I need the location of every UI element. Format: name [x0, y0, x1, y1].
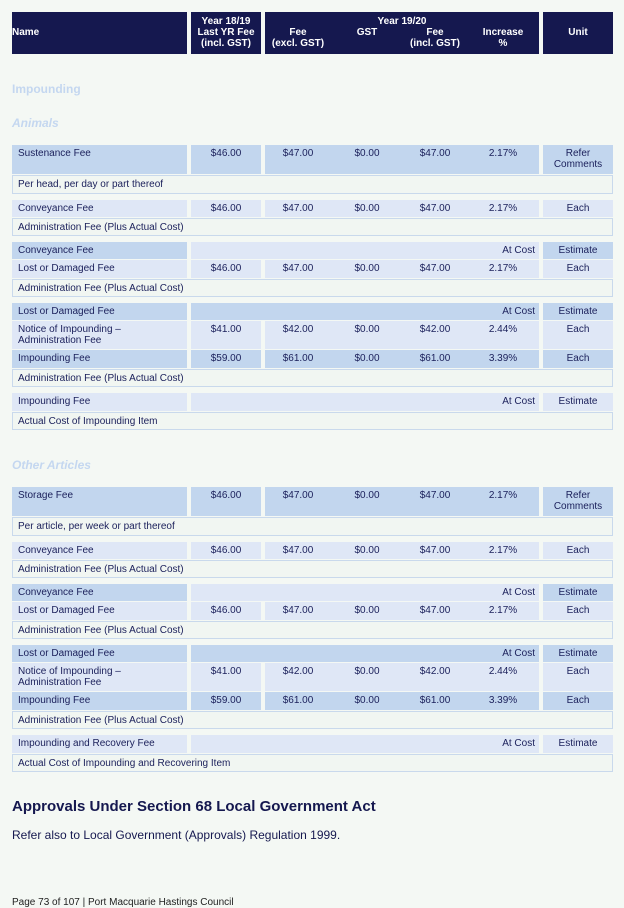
fee-current-block: $47.00 $0.00 $47.00 2.17% — [265, 200, 539, 217]
fee-row-name: Lost or Damaged Fee — [12, 602, 187, 620]
fee-unit: Each — [543, 260, 613, 278]
fee-unit: Each — [543, 350, 613, 368]
fee-current-block: $42.00 $0.00 $42.00 2.44% — [265, 321, 539, 349]
fee-row-name: Conveyance Fee — [12, 542, 187, 559]
fee-row-comment: Actual Cost of Impounding and Recovering Item — [12, 754, 613, 772]
fee-row-name: Impounding and Recovery Fee — [12, 735, 187, 753]
fee-row-name: Notice of Impounding – Administration Fee — [12, 663, 187, 691]
fee-current-block: $61.00 $0.00 $61.00 3.39% — [265, 692, 539, 710]
fee-at-cost-block: At Cost — [191, 393, 539, 411]
fee-unit: Each — [543, 692, 613, 710]
approvals-text: Refer also to Local Government (Approvals) Regulation 1999. — [12, 828, 341, 842]
fee-unit: Estimate — [543, 735, 613, 753]
fee-row-comment: Administration Fee (Plus Actual Cost) — [12, 369, 613, 387]
fee-unit: Refer Comments — [543, 487, 613, 516]
fee-at-cost-block: At Cost — [191, 645, 539, 662]
section-title-impounding: Impounding — [12, 82, 81, 96]
fee-row-name: Notice of Impounding – Administration Fee — [12, 321, 187, 349]
fee-unit: Estimate — [543, 242, 613, 259]
fee-row-comment: Per article, per week or part thereof — [12, 517, 613, 536]
fee-current-block: $47.00 $0.00 $47.00 2.17% — [265, 145, 539, 174]
fee-row-name: Impounding Fee — [12, 692, 187, 710]
fee-unit: Estimate — [543, 393, 613, 411]
column-header-unit: Unit — [543, 12, 613, 54]
column-header-prev-year: Year 18/19 Last YR Fee (incl. GST) — [191, 12, 261, 54]
fee-prev: $46.00 — [191, 487, 261, 516]
fee-unit: Estimate — [543, 584, 613, 601]
fee-prev: $41.00 — [191, 321, 261, 349]
subsection-title-other-articles: Other Articles — [12, 458, 91, 472]
fee-at-cost-block: At Cost — [191, 584, 539, 601]
fee-row-comment: Administration Fee (Plus Actual Cost) — [12, 621, 613, 639]
fee-prev: $59.00 — [191, 692, 261, 710]
column-header-current-year: Year 19/20 Fee (excl. GST) GST Fee (incl. GST) Increase % — [265, 12, 539, 54]
fee-current-block: $47.00 $0.00 $47.00 2.17% — [265, 260, 539, 278]
fee-current-block: $47.00 $0.00 $47.00 2.17% — [265, 542, 539, 559]
page-footer: Page 73 of 107 | Port Macquarie Hastings Council — [12, 897, 234, 908]
fee-prev: $46.00 — [191, 200, 261, 217]
fee-unit: Refer Comments — [543, 145, 613, 174]
fee-row-name: Lost or Damaged Fee — [12, 303, 187, 320]
fee-current-block: $47.00 $0.00 $47.00 2.17% — [265, 487, 539, 516]
header-name-label: Name — [12, 27, 40, 38]
fee-prev: $59.00 — [191, 350, 261, 368]
fee-row-comment: Administration Fee (Plus Actual Cost) — [12, 560, 613, 578]
fee-row-name: Conveyance Fee — [12, 200, 187, 217]
fee-row-name: Storage Fee — [12, 487, 187, 516]
fee-prev: $46.00 — [191, 145, 261, 174]
fee-current-block: $61.00 $0.00 $61.00 3.39% — [265, 350, 539, 368]
fee-row-name: Lost or Damaged Fee — [12, 260, 187, 278]
fee-current-block: $42.00 $0.00 $42.00 2.44% — [265, 663, 539, 691]
fee-unit: Estimate — [543, 303, 613, 320]
fee-at-cost-block: At Cost — [191, 303, 539, 320]
fee-row-name: Lost or Damaged Fee — [12, 645, 187, 662]
fee-row-comment: Per head, per day or part thereof — [12, 175, 613, 194]
fee-at-cost-block: At Cost — [191, 735, 539, 753]
fee-row-name: Conveyance Fee — [12, 242, 187, 259]
fee-row-name: Sustenance Fee — [12, 145, 187, 174]
fee-row-name: Conveyance Fee — [12, 584, 187, 601]
fee-current-block: $47.00 $0.00 $47.00 2.17% — [265, 602, 539, 620]
fee-unit: Each — [543, 663, 613, 691]
fee-at-cost-block: At Cost — [191, 242, 539, 259]
approvals-heading: Approvals Under Section 68 Local Government Act — [12, 798, 376, 815]
fee-row-name: Impounding Fee — [12, 350, 187, 368]
subsection-title-animals: Animals — [12, 116, 59, 130]
fee-row-comment: Actual Cost of Impounding Item — [12, 412, 613, 430]
fee-prev: $46.00 — [191, 602, 261, 620]
fee-unit: Estimate — [543, 645, 613, 662]
fee-unit: Each — [543, 200, 613, 217]
fee-row-comment: Administration Fee (Plus Actual Cost) — [12, 218, 613, 236]
fee-prev: $46.00 — [191, 542, 261, 559]
fee-row-comment: Administration Fee (Plus Actual Cost) — [12, 279, 613, 297]
fee-prev: $46.00 — [191, 260, 261, 278]
fee-unit: Each — [543, 602, 613, 620]
fee-row-comment: Administration Fee (Plus Actual Cost) — [12, 711, 613, 729]
fee-prev: $41.00 — [191, 663, 261, 691]
fee-unit: Each — [543, 542, 613, 559]
fee-row-name: Impounding Fee — [12, 393, 187, 411]
fee-unit: Each — [543, 321, 613, 349]
column-header-name — [12, 12, 187, 54]
